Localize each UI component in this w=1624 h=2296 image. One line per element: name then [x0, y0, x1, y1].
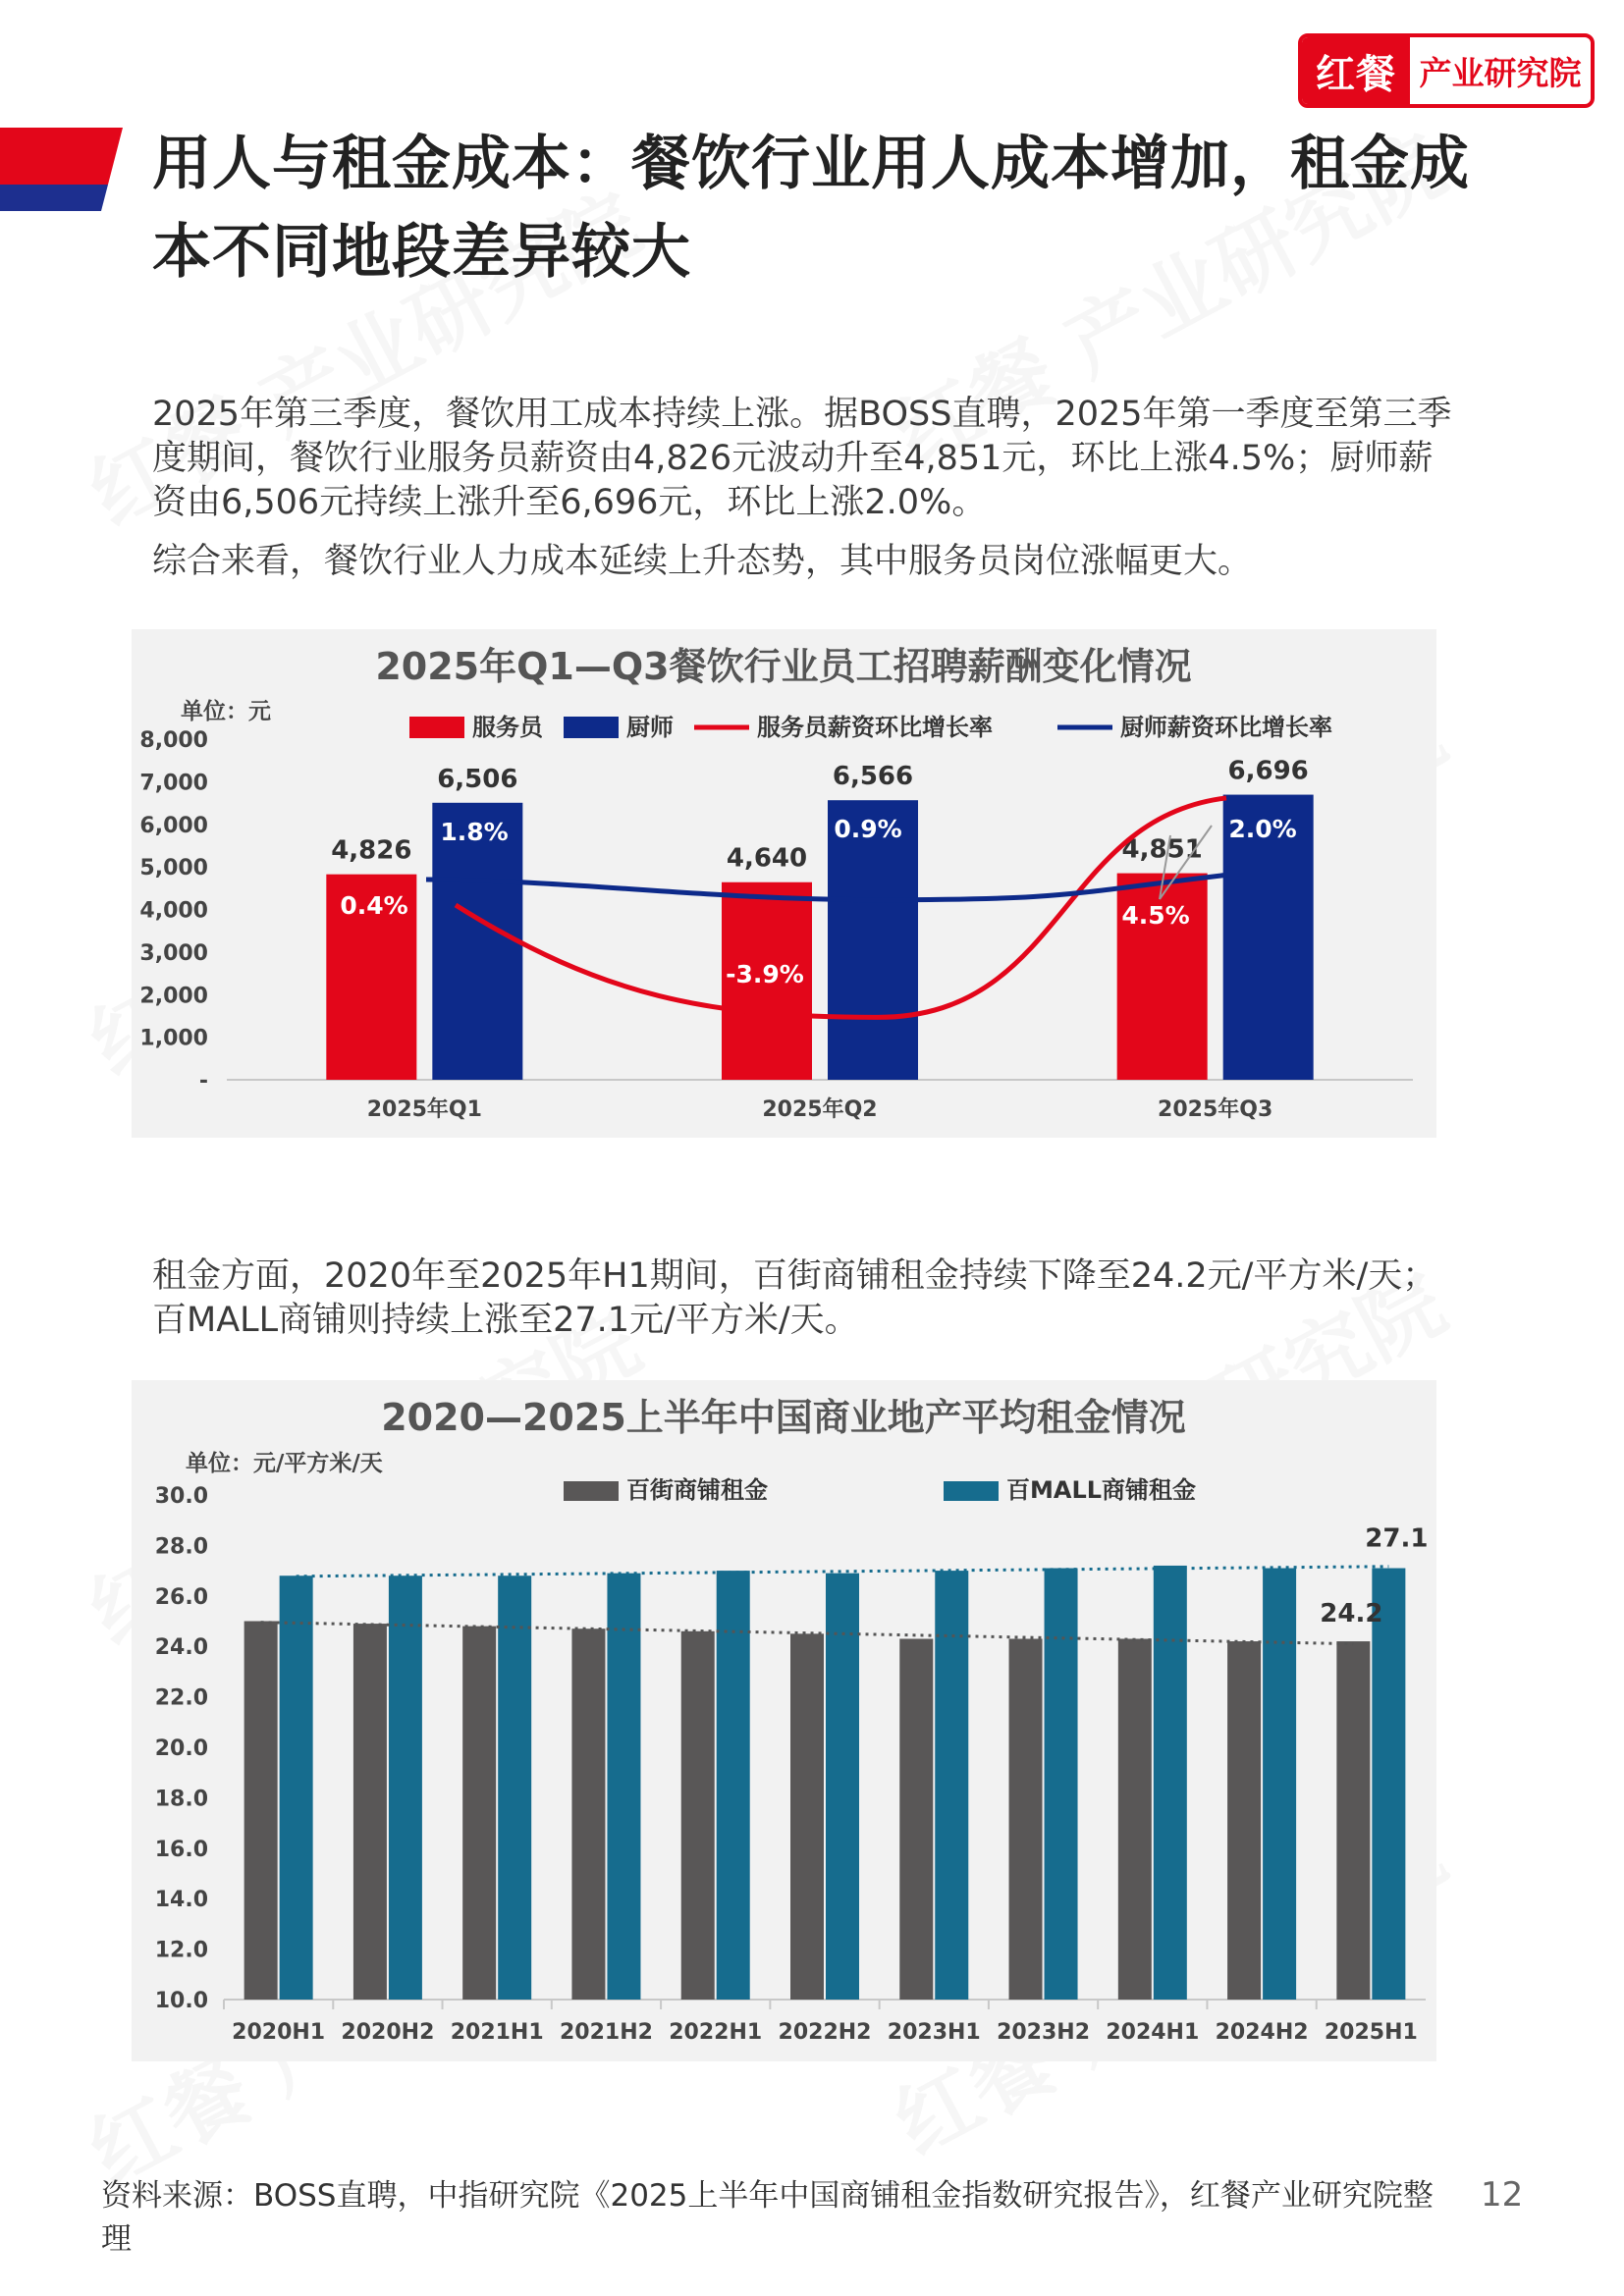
legend-label: 服务员	[472, 714, 543, 741]
rent-chart-svg	[132, 1380, 1436, 2061]
x-tick-label: 2024H2	[1215, 2020, 1309, 2045]
bar-street-rent	[1009, 1638, 1043, 2000]
legend-label: 厨师薪资环比增长率	[1120, 714, 1332, 741]
y-tick-label: 4,000	[139, 898, 208, 924]
bar-mall-rent	[389, 1575, 422, 2000]
y-tick-label: 1,000	[139, 1026, 208, 1051]
bar-value-label: 4,851	[1121, 834, 1203, 865]
chart-title: 2020—2025上半年中国商业地产平均租金情况	[381, 1396, 1186, 1439]
paragraph-summary: 综合来看，餐饮行业人力成本延续上升态势，其中服务员岗位涨幅更大。	[152, 542, 1253, 581]
x-tick-label: 2021H2	[559, 2020, 653, 2045]
chart-unit-label: 单位：元	[181, 699, 271, 724]
growth-label-chef: 1.8%	[440, 818, 509, 846]
y-tick-label: 2,000	[139, 984, 208, 1009]
legend-label: 厨师	[626, 714, 674, 741]
y-tick-label: 3,000	[139, 940, 208, 966]
legend-swatch	[409, 717, 464, 738]
bar-street-rent	[1336, 1641, 1370, 2000]
y-tick-label: 28.0	[154, 1534, 208, 1560]
x-tick-label: 2020H1	[232, 2020, 326, 2045]
page-title: 用人与租金成本：餐饮行业用人成本增加，租金成本不同地段差异较大	[152, 130, 1470, 287]
chart-title: 2025年Q1—Q3餐饮行业员工招聘薪酬变化情况	[375, 645, 1192, 688]
rent-chart	[132, 1380, 1436, 2061]
bar-value-label: 6,696	[1227, 756, 1309, 786]
bar-mall-rent	[1263, 1569, 1296, 2000]
growth-label-waiter: 0.4%	[340, 891, 408, 920]
x-tick-label: 2023H2	[997, 2020, 1091, 2045]
y-tick-label: 16.0	[154, 1837, 208, 1862]
bar-street-rent	[1118, 1638, 1152, 2000]
bar-street-rent	[244, 1622, 278, 2001]
end-value-label: 27.1	[1365, 1523, 1429, 1554]
bar-street-rent	[899, 1638, 933, 2000]
y-tick-label: 24.0	[154, 1635, 208, 1661]
y-tick-label: -	[198, 1069, 208, 1094]
legend-label: 百MALL商铺租金	[1006, 1476, 1197, 1504]
logo-text: 产业研究院	[1419, 53, 1582, 92]
y-tick-label: 7,000	[139, 771, 208, 796]
growth-label-waiter: -3.9%	[726, 960, 804, 988]
bar-street-rent	[681, 1631, 715, 2000]
paragraph-rent: 租金方面，2020年至2025年H1期间，百街商铺租金持续下降至24.2元/平方米/天；百MALL商铺则持续上涨至27.1元/平方米/天。	[152, 1256, 1437, 1340]
y-tick-label: 10.0	[154, 1989, 208, 2013]
bar-mall-rent	[1045, 1569, 1078, 2000]
x-tick-label: 2025年Q2	[762, 1097, 878, 1122]
y-tick-label: 30.0	[154, 1484, 208, 1509]
growth-line-chef	[426, 875, 1226, 899]
bar-mall-rent	[935, 1571, 968, 2000]
y-tick-label: 22.0	[154, 1685, 208, 1711]
x-tick-label: 2025年Q3	[1158, 1097, 1273, 1122]
y-tick-label: 14.0	[154, 1888, 208, 1913]
brand-logo	[1298, 33, 1595, 108]
bar-street-rent	[571, 1629, 605, 2000]
title-accent-icon	[0, 128, 123, 211]
bar-street-rent	[790, 1633, 824, 2000]
x-tick-label: 2022H1	[669, 2020, 763, 2045]
bar-mall-rent	[1372, 1569, 1405, 2000]
legend-label: 百街商铺租金	[626, 1476, 768, 1504]
bar-mall-rent	[498, 1575, 531, 2000]
growth-label-chef: 0.9%	[834, 815, 902, 843]
bar-mall-rent	[1154, 1566, 1187, 2000]
legend-label: 服务员薪资环比增长率	[757, 714, 993, 741]
x-tick-label: 2022H2	[778, 2020, 872, 2045]
bar-street-rent	[353, 1624, 387, 2000]
legend-swatch	[944, 1481, 999, 1501]
y-tick-label: 8,000	[139, 728, 208, 753]
source-note: 资料来源：BOSS直聘，中指研究院《2025上半年中国商铺租金指数研究报告》，红餐产业研究院整理	[101, 2178, 1434, 2257]
bar-mall-rent	[607, 1574, 640, 2000]
y-tick-label: 26.0	[154, 1584, 208, 1610]
legend-swatch	[564, 717, 619, 738]
bar-value-label: 4,826	[331, 835, 412, 866]
growth-label-chef: 2.0%	[1228, 815, 1297, 843]
wage-chart	[132, 629, 1436, 1138]
y-tick-label: 20.0	[154, 1736, 208, 1761]
page-number: 12	[1481, 2175, 1524, 2215]
bar-value-label: 4,640	[726, 843, 808, 874]
x-tick-label: 2023H1	[887, 2020, 981, 2045]
x-tick-label: 2025年Q1	[366, 1097, 482, 1122]
bar-mall-rent	[280, 1575, 313, 2000]
logo-mark: 红餐	[1302, 37, 1410, 104]
y-tick-label: 5,000	[139, 856, 208, 881]
y-tick-label: 18.0	[154, 1787, 208, 1812]
chart-unit-label: 单位：元/平方米/天	[186, 1451, 383, 1476]
x-tick-label: 2025H1	[1324, 2020, 1418, 2045]
bar-street-rent	[462, 1627, 496, 2000]
bar-mall-rent	[826, 1574, 859, 2000]
x-tick-label: 2021H1	[450, 2020, 544, 2045]
y-tick-label: 12.0	[154, 1938, 208, 1963]
legend-swatch	[564, 1481, 619, 1501]
wage-chart-svg	[132, 629, 1436, 1138]
growth-label-waiter: 4.5%	[1121, 901, 1190, 930]
y-tick-label: 6,000	[139, 813, 208, 838]
bar-value-label: 6,506	[437, 764, 518, 794]
end-value-label: 24.2	[1320, 1599, 1383, 1629]
x-tick-label: 2024H1	[1106, 2020, 1200, 2045]
bar-value-label: 6,566	[832, 762, 914, 792]
bar-street-rent	[1227, 1641, 1261, 2000]
x-tick-label: 2020H2	[341, 2020, 435, 2045]
paragraph-wages: 2025年第三季度，餐饮用工成本持续上涨。据BOSS直聘，2025年第一季度至第三季度期间，餐饮行业服务员薪资由4,826元波动升至4,851元，环比上涨4.5%；厨师薪资由6,506元持续上涨升至6,696元，环比上涨2.0%。	[152, 395, 1452, 522]
bar-mall-rent	[717, 1571, 750, 2000]
